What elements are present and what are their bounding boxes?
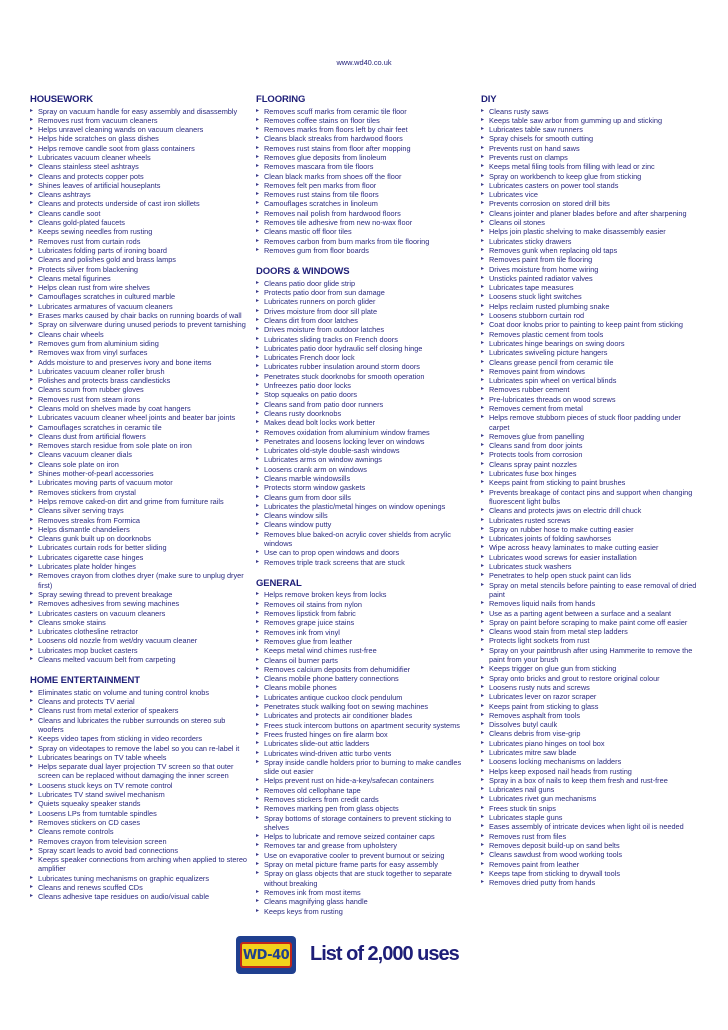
list-item: ▸ Keeps metal wind chimes rust-free [256, 646, 476, 655]
list-item: ▸ Adds moisture to and preserves ivory and bone items [30, 358, 250, 367]
list-item: ▸ Camouflages scratches in linoleum [256, 199, 476, 208]
list-item: ▸ Lubricates nail guns [481, 785, 703, 794]
list-item: ▸ Keeps metal filing tools from filling with lead or zinc [481, 162, 703, 171]
list-item: ▸ Spray on your paintbrush after using Hammerite to remove the paint from your brush [481, 646, 703, 665]
list-item: ▸ Removes rust from vacuum cleaners [30, 116, 250, 125]
list-item: ▸ Prevents breakage of contact pins and support when changing fluorescent light bulbs [481, 488, 703, 507]
list-item: ▸ Loosens stuck light switches [481, 292, 703, 301]
list-item: ▸ Camouflages scratches in cultured marble [30, 292, 250, 301]
list-item: ▸ Removes crayon from clothes dryer (make sure to unplug dryer first) [30, 571, 250, 590]
list-item: ▸ Cleans rusty doorknobs [256, 409, 476, 418]
list-item: ▸ Quiets squeaky speaker stands [30, 799, 250, 808]
list-item: ▸ Cleans gum from door sills [256, 493, 476, 502]
list-item: ▸ Cleans metal figurines [30, 274, 250, 283]
list-item: ▸ Penetrates to help open stuck paint can lids [481, 571, 703, 580]
list-item: ▸ Spray on paint before scraping to make paint come off easier [481, 618, 703, 627]
list-item: ▸ Removes scuff marks from ceramic tile floor [256, 107, 476, 116]
list-item: ▸ Cleans marble windowsills [256, 474, 476, 483]
list-item: ▸ Removes triple track screens that are stuck [256, 558, 476, 567]
list-item: ▸ Protects tools from corrosion [481, 450, 703, 459]
list-item: ▸ Cleans wood stain from metal step ladders [481, 627, 703, 636]
list-item: ▸ Lubricates old-style double-sash windows [256, 446, 476, 455]
uses-list [30, 688, 250, 902]
list-item: ▸ Cleans and lubricates the rubber surrounds on stereo sub woofers [30, 716, 250, 735]
list-item: ▸ Keeps paint from sticking to glass [481, 702, 703, 711]
list-item: ▸ Lubricates vice [481, 190, 703, 199]
list-item: ▸ Cleans spray paint nozzles [481, 460, 703, 469]
list-item: ▸ Removes cement from metal [481, 404, 703, 413]
list-item: ▸ Cleans smoke stains [30, 618, 250, 627]
list-item: ▸ Removes calcium deposits from dehumidifier [256, 665, 476, 674]
list-item: ▸ Use on evaporative cooler to prevent burnout or seizing [256, 851, 476, 860]
list-item: ▸ Removes nail polish from hardwood floors [256, 209, 476, 218]
section-title: DIY [481, 94, 497, 105]
list-item: ▸ Cleans adhesive tape residues on audio/visual cable [30, 892, 250, 901]
list-item: ▸ Removes oil stains from nylon [256, 600, 476, 609]
list-item: ▸ Cleans chair wheels [30, 330, 250, 339]
list-item: ▸ Helps unravel cleaning wands on vacuum cleaners [30, 125, 250, 134]
list-item: ▸ Frees frusted hinges on fire alarm box [256, 730, 476, 739]
section [256, 578, 476, 916]
list-item: ▸ Lubricates and protects air conditioner blades [256, 711, 476, 720]
list-item: ▸ Removes felt pen marks from floor [256, 181, 476, 190]
list-item: ▸ Cleans and protects TV aerial [30, 697, 250, 706]
list-item: ▸ Cleans sole plate on iron [30, 460, 250, 469]
list-item: ▸ Unfreezes patio door locks [256, 381, 476, 390]
list-item: ▸ Protects light sockets from rust [481, 636, 703, 645]
list-item: ▸ Removes paint from leather [481, 860, 703, 869]
list-item: ▸ Spray on videotapes to remove the label so you can re-label it [30, 744, 250, 753]
list-item: ▸ Removes glue from panelling [481, 432, 703, 441]
list-item: ▸ Cleans dirt from door latches [256, 316, 476, 325]
list-item: ▸ Cleans remote controls [30, 827, 250, 836]
list-item: ▸ Protects patio door from sun damage [256, 288, 476, 297]
list-item: ▸ Removes tar and grease from upholstery [256, 841, 476, 850]
list-item: ▸ Lubricates vacuum cleaner wheels [30, 153, 250, 162]
list-item: ▸ Wipe across heavy laminates to make cutting easier [481, 543, 703, 552]
footer-title: List of 2,000 uses [310, 943, 459, 965]
list-item: ▸ Cleans and protects jaws on electric drill chuck [481, 506, 703, 515]
list-item: ▸ Lubricates bearings on TV table wheels [30, 753, 250, 762]
list-item: ▸ Cleans patio door glide strip [256, 279, 476, 288]
list-item: ▸ Cleans candle soot [30, 209, 250, 218]
list-item: ▸ Lubricates clothesline retractor [30, 627, 250, 636]
list-item: ▸ Removes paint from windows [481, 367, 703, 376]
list-item: ▸ Removes rust from steam irons [30, 395, 250, 404]
list-item: ▸ Cleans sawdust from wood working tools [481, 850, 703, 859]
website-url: www.wd40.co.uk [336, 58, 392, 67]
list-item: ▸ Removes glue deposits from linoleum [256, 153, 476, 162]
list-item: ▸ Lubricates antique cuckoo clock pendulum [256, 693, 476, 702]
list-item: ▸ Helps remove broken keys from locks [256, 590, 476, 599]
section-title: FLOORING [256, 94, 306, 105]
list-item: ▸ Cleans and protects underside of cast iron skillets [30, 199, 250, 208]
list-item: ▸ Lubricates piano hinges on tool box [481, 739, 703, 748]
list-item: ▸ Penetrates and loosens locking lever on windows [256, 437, 476, 446]
list-item: ▸ Keeps trigger on glue gun from sticking [481, 664, 703, 673]
list-item: ▸ Cleans and protects copper pots [30, 172, 250, 181]
list-item: ▸ Keeps table saw arbor from gumming up and sticking [481, 116, 703, 125]
list-item: ▸ Spray inside candle holders prior to burning to make candles slide out easier [256, 758, 476, 777]
section-title: HOUSEWORK [30, 94, 93, 105]
list-item: ▸ Removes glue from leather [256, 637, 476, 646]
logo-text: WD-40 [240, 942, 292, 968]
list-item: ▸ Cleans rusty saws [481, 107, 703, 116]
list-item: ▸ Removes rust from curtain rods [30, 237, 250, 246]
list-item: ▸ Cleans window sills [256, 511, 476, 520]
list-item: ▸ Removes asphalt from tools [481, 711, 703, 720]
list-item: ▸ Helps clean rust from wire shelves [30, 283, 250, 292]
list-item: ▸ Drives moisture from door sill plate [256, 307, 476, 316]
list-item: ▸ Lubricates TV stand swivel mechanism [30, 790, 250, 799]
section-title: HOME ENTERTAINMENT [30, 675, 140, 687]
list-item: ▸ Removes carbon from burn marks from tile flooring [256, 237, 476, 246]
list-item: ▸ Lubricates mitre saw blade [481, 748, 703, 757]
list-item: ▸ Lubricates sliding tracks on French doors [256, 335, 476, 344]
list-item: ▸ Lubricates table saw runners [481, 125, 703, 134]
list-item: ▸ Loosens crank arm on windows [256, 465, 476, 474]
list-item: ▸ Prevents rust on hand saws [481, 144, 703, 153]
list-item: ▸ Keeps keys from rusting [256, 907, 476, 916]
list-item: ▸ Shines mother-of-pearl accessories [30, 469, 250, 478]
list-item: ▸ Lubricates sticky drawers [481, 237, 703, 246]
list-item: ▸ Lubricates stuck washers [481, 562, 703, 571]
list-item: ▸ Removes blue baked-on acrylic cover shields from acrylic windows [256, 530, 476, 549]
list-item: ▸ Use as a parting agent between a surface and a sealant [481, 609, 703, 618]
list-item: ▸ Removes streaks from Formica [30, 516, 250, 525]
list-item: ▸ Removes ink from vinyl [256, 628, 476, 637]
list-item: ▸ Cleans stainless steel ashtrays [30, 162, 250, 171]
list-item: ▸ Helps separate dual layer projection TV screen so that outer screen can be replaced without damaging the inner screen [30, 762, 250, 781]
list-item: ▸ Cleans rust from metal exterior of speakers [30, 706, 250, 715]
list-item: ▸ Spray on metal stencils before painting to ease removal of dried paint [481, 581, 703, 600]
list-item: ▸ Spray scart leads to avoid bad connections [30, 846, 250, 855]
list-item: ▸ Removes rust stains from tile floors [256, 190, 476, 199]
list-item: ▸ Cleans melted vacuum belt from carpeting [30, 655, 250, 664]
list-item: ▸ Lubricates plate holder hinges [30, 562, 250, 571]
list-item: ▸ Lubricates runners on porch glider [256, 297, 476, 306]
list-item: ▸ Loosens rusty nuts and screws [481, 683, 703, 692]
uses-list [256, 279, 476, 567]
list-item: ▸ Cleans oil stones [481, 218, 703, 227]
list-item: ▸ Cleans jointer and planer blades before and after sharpening [481, 209, 703, 218]
list-item: ▸ Eliminates static on volume and tuning control knobs [30, 688, 250, 697]
list-item: ▸ Lubricates joints of folding sawhorses [481, 534, 703, 543]
list-item: ▸ Removes marking pen from glass objects [256, 804, 476, 813]
list-item: ▸ Lubricates patio door hydraulic self closing hinge [256, 344, 476, 353]
list-item: ▸ Shines leaves of artificial houseplants [30, 181, 250, 190]
list-item: ▸ Helps reclaim rusted plumbing snake [481, 302, 703, 311]
list-item: ▸ Spray on metal picture frame parts for easy assembly [256, 860, 476, 869]
list-item: ▸ Removes dried putty from hands [481, 878, 703, 887]
list-item: ▸ Removes stickers from crystal [30, 488, 250, 497]
list-item: ▸ Polishes and protects brass candlesticks [30, 376, 250, 385]
list-item: ▸ Helps remove candle soot from glass containers [30, 144, 250, 153]
list-item: ▸ Removes stickers on CD cases [30, 818, 250, 827]
list-item: ▸ Penetrates stuck doorknobs for smooth operation [256, 372, 476, 381]
list-item: ▸ Removes gum from floor boards [256, 246, 476, 255]
list-item: ▸ Cleans oil burner parts [256, 656, 476, 665]
section [30, 675, 250, 901]
list-item: ▸ Lubricates rusted screws [481, 516, 703, 525]
uses-list [256, 107, 476, 256]
list-item: ▸ Keeps sewing needles from rusting [30, 227, 250, 236]
list-item: ▸ Lubricates casters on power tool stands [481, 181, 703, 190]
list-item: ▸ Lubricates staple guns [481, 813, 703, 822]
section-title: GENERAL [256, 577, 302, 589]
list-item: ▸ Helps join plastic shelving to make disassembly easier [481, 227, 703, 236]
list-item: ▸ Stop squeaks on patio doors [256, 390, 476, 399]
list-item: ▸ Lubricates vacuum cleaner wheel joints and beater bar joints [30, 413, 250, 422]
list-item: ▸ Helps remove caked-on dirt and grime from furniture rails [30, 497, 250, 506]
section-title: DOORS & WINDOWS [256, 266, 350, 278]
list-item: ▸ Removes marks from floors left by chair feet [256, 125, 476, 134]
list-item: ▸ Lubricates tape measures [481, 283, 703, 292]
list-item: ▸ Unsticks painted radiator valves [481, 274, 703, 283]
list-item: ▸ Lubricates arms on window awnings [256, 455, 476, 464]
list-item: ▸ Removes old cellophane tape [256, 786, 476, 795]
list-item: ▸ Lubricates lever on razor scraper [481, 692, 703, 701]
list-item: ▸ Lubricates slide-out attic ladders [256, 739, 476, 748]
list-item: ▸ Cleans mobile phone battery connections [256, 674, 476, 683]
list-item: ▸ Eases assembly of intricate devices when light oil is needed [481, 822, 703, 831]
uses-list [481, 107, 703, 888]
list-item: ▸ Removes crayon from television screen [30, 837, 250, 846]
section [30, 94, 250, 664]
list-item: ▸ Removes paint from tile flooring [481, 255, 703, 264]
wd40-logo [236, 936, 296, 974]
list-item: ▸ Lubricates rubber insulation around storm doors [256, 362, 476, 371]
list-item: ▸ Helps keep exposed nail heads from rusting [481, 767, 703, 776]
list-item: ▸ Lubricates wood screws for easier installation [481, 553, 703, 562]
uses-list [30, 107, 250, 665]
list-item: ▸ Keeps tape from sticking to drywall tools [481, 869, 703, 878]
list-item: ▸ Removes wax from vinyl surfaces [30, 348, 250, 357]
list-item: ▸ Cleans mastic off floor tiles [256, 227, 476, 236]
list-item: ▸ Removes coffee stains on floor tiles [256, 116, 476, 125]
list-item: ▸ Removes stickers from credit cards [256, 795, 476, 804]
list-item: ▸ Cleans gunk built up on doorknobs [30, 534, 250, 543]
list-item: ▸ Lubricates armatures of vacuum cleaners [30, 302, 250, 311]
list-item: ▸ Removes deposit build-up on sand belts [481, 841, 703, 850]
list-item: ▸ Protects storm window gaskets [256, 483, 476, 492]
list-item: ▸ Removes rust from files [481, 832, 703, 841]
list-item: ▸ Removes oxidation from aluminium window frames [256, 428, 476, 437]
list-item: ▸ Cleans silver serving trays [30, 506, 250, 515]
list-item: ▸ Loosens stubborn curtain rod [481, 311, 703, 320]
list-item: ▸ Spray bottoms of storage containers to prevent sticking to shelves [256, 814, 476, 833]
list-item: ▸ Removes tile adhesive from new no-wax floor [256, 218, 476, 227]
list-item: ▸ Lubricates French door lock [256, 353, 476, 362]
list-item: ▸ Spray onto bricks and grout to restore original colour [481, 674, 703, 683]
list-item: ▸ Loosens locking mechanisms on ladders [481, 757, 703, 766]
list-item: ▸ Drives moisture from home wiring [481, 265, 703, 274]
list-item: ▸ Cleans gold-plated faucets [30, 218, 250, 227]
column-left [30, 94, 250, 913]
list-item: ▸ Use can to prop open windows and doors [256, 548, 476, 557]
list-item: ▸ Makes dead bolt locks work better [256, 418, 476, 427]
list-item: ▸ Cleans mobile phones [256, 683, 476, 692]
list-item: ▸ Camouflages scratches in ceramic tile [30, 423, 250, 432]
list-item: ▸ Lubricates rivet gun mechanisms [481, 794, 703, 803]
list-item: ▸ Removes adhesives from sewing machines [30, 599, 250, 608]
list-item: ▸ Cleans and renews scuffed CDs [30, 883, 250, 892]
list-item: ▸ Spray on workbench to keep glue from sticking [481, 172, 703, 181]
list-item: ▸ Lubricates vacuum cleaner roller brush [30, 367, 250, 376]
list-item: ▸ Helps dismantle chandeliers [30, 525, 250, 534]
list-item: ▸ Frees stuck intercom buttons on apartment security systems [256, 721, 476, 730]
list-item: ▸ Cleans debris from vise-grip [481, 729, 703, 738]
list-item: ▸ Helps remove stubborn pieces of stuck floor padding under carpet [481, 413, 703, 432]
list-item: ▸ Lubricates moving parts of vacuum motor [30, 478, 250, 487]
list-item: ▸ Cleans window putty [256, 520, 476, 529]
list-item: ▸ Removes plastic cement from tools [481, 330, 703, 339]
list-item: ▸ Keeps speaker connections from arching when applied to stereo amplifier [30, 855, 250, 874]
list-item: ▸ Removes liquid nails from hands [481, 599, 703, 608]
list-item: ▸ Removes mascara from tile floors [256, 162, 476, 171]
list-item: ▸ Removes lipstick from fabric [256, 609, 476, 618]
list-item: ▸ Pre-lubricates threads on wood screws [481, 395, 703, 404]
list-item: ▸ Lubricates spin wheel on vertical blinds [481, 376, 703, 385]
section [256, 266, 476, 567]
list-item: ▸ Keeps video tapes from sticking in video recorders [30, 734, 250, 743]
list-item: ▸ Lubricates casters on vacuum cleaners [30, 609, 250, 618]
list-item: ▸ Prevents corrosion on stored drill bits [481, 199, 703, 208]
list-item: ▸ Cleans ashtrays [30, 190, 250, 199]
list-item: ▸ Helps prevent rust on hide-a-key/safecan containers [256, 776, 476, 785]
list-item: ▸ Loosens LPs from turntable spindles [30, 809, 250, 818]
footer [236, 936, 496, 976]
list-item: ▸ Removes ink from most items [256, 888, 476, 897]
list-item: ▸ Loosens old nozzle from wet/dry vacuum cleaner [30, 636, 250, 645]
list-item: ▸ Lubricates swiveling picture hangers [481, 348, 703, 357]
list-item: ▸ Erases marks caused by chair backs on running boards of wall [30, 311, 250, 320]
list-item: ▸ Removes gum from aluminium siding [30, 339, 250, 348]
list-item: ▸ Spray sewing thread to prevent breakage [30, 590, 250, 599]
list-item: ▸ Loosens stuck keys on TV remote control [30, 781, 250, 790]
list-item: ▸ Cleans sand from patio door runners [256, 400, 476, 409]
list-item: ▸ Frees stuck tin snips [481, 804, 703, 813]
list-item: ▸ Coat door knobs prior to painting to keep paint from sticking [481, 320, 703, 329]
list-item: ▸ Spray on rubber hose to make cutting easier [481, 525, 703, 534]
list-item: ▸ Lubricates tuning mechanisms on graphic equalizers [30, 874, 250, 883]
list-item: ▸ Cleans dust from artificial flowers [30, 432, 250, 441]
section [256, 94, 476, 255]
list-item: ▸ Helps hide scratches on glass dishes [30, 134, 250, 143]
uses-list [256, 590, 476, 915]
list-item: ▸ Cleans grease pencil from ceramic tile [481, 358, 703, 367]
list-item: ▸ Cleans vacuum cleaner dials [30, 450, 250, 459]
column-middle [256, 94, 476, 927]
list-item: ▸ Spray chisels for smooth cutting [481, 134, 703, 143]
list-item: ▸ Removes rubber cement [481, 385, 703, 394]
list-item: ▸ Cleans and polishes gold and brass lamps [30, 255, 250, 264]
list-item: ▸ Lubricates wind-driven attic turbo vents [256, 749, 476, 758]
list-item: ▸ Spray on vacuum handle for easy assembly and disassembly [30, 107, 250, 116]
list-item: ▸ Helps to lubricate and remove seized container caps [256, 832, 476, 841]
list-item: ▸ Drives moisture from outdoor latches [256, 325, 476, 334]
list-item: ▸ Spray on silverware during unused periods to prevent tarnishing [30, 320, 250, 329]
list-item: ▸ Spray on glass objects that are stuck together to separate without breaking [256, 869, 476, 888]
list-item: ▸ Keeps paint from sticking to paint brushes [481, 478, 703, 487]
list-item: ▸ Removes rust stains from floor after mopping [256, 144, 476, 153]
list-item: ▸ Lubricates curtain rods for better sliding [30, 543, 250, 552]
list-item: ▸ Removes grape juice stains [256, 618, 476, 627]
list-item: ▸ Lubricates cigarette case hinges [30, 553, 250, 562]
list-item: ▸ Clean black marks from shoes off the floor [256, 172, 476, 181]
list-item: ▸ Removes starch residue from sole plate on iron [30, 441, 250, 450]
list-item: ▸ Spray in a box of nails to keep them fresh and rust-free [481, 776, 703, 785]
list-item: ▸ Prevents rust on clamps [481, 153, 703, 162]
list-item: ▸ Removes gunk when replacing old taps [481, 246, 703, 255]
list-item: ▸ Lubricates folding parts of ironing board [30, 246, 250, 255]
list-item: ▸ Lubricates hinge bearings on swing doors [481, 339, 703, 348]
list-item: ▸ Dissolves butyl caulk [481, 720, 703, 729]
list-item: ▸ Lubricates the plastic/metal hinges on window openings [256, 502, 476, 511]
list-item: ▸ Cleans magnifying glass handle [256, 897, 476, 906]
list-item: ▸ Cleans mold on shelves made by coat hangers [30, 404, 250, 413]
list-item: ▸ Cleans black streaks from hardwood floors [256, 134, 476, 143]
section [481, 94, 703, 887]
list-item: ▸ Lubricates fuse box hinges [481, 469, 703, 478]
list-item: ▸ Protects silver from blackening [30, 265, 250, 274]
list-item: ▸ Lubricates mop bucket casters [30, 646, 250, 655]
list-item: ▸ Penetrates stuck walking foot on sewing machines [256, 702, 476, 711]
list-item: ▸ Cleans sand from door joints [481, 441, 703, 450]
list-item: ▸ Cleans scum from rubber gloves [30, 385, 250, 394]
column-right [481, 94, 703, 898]
